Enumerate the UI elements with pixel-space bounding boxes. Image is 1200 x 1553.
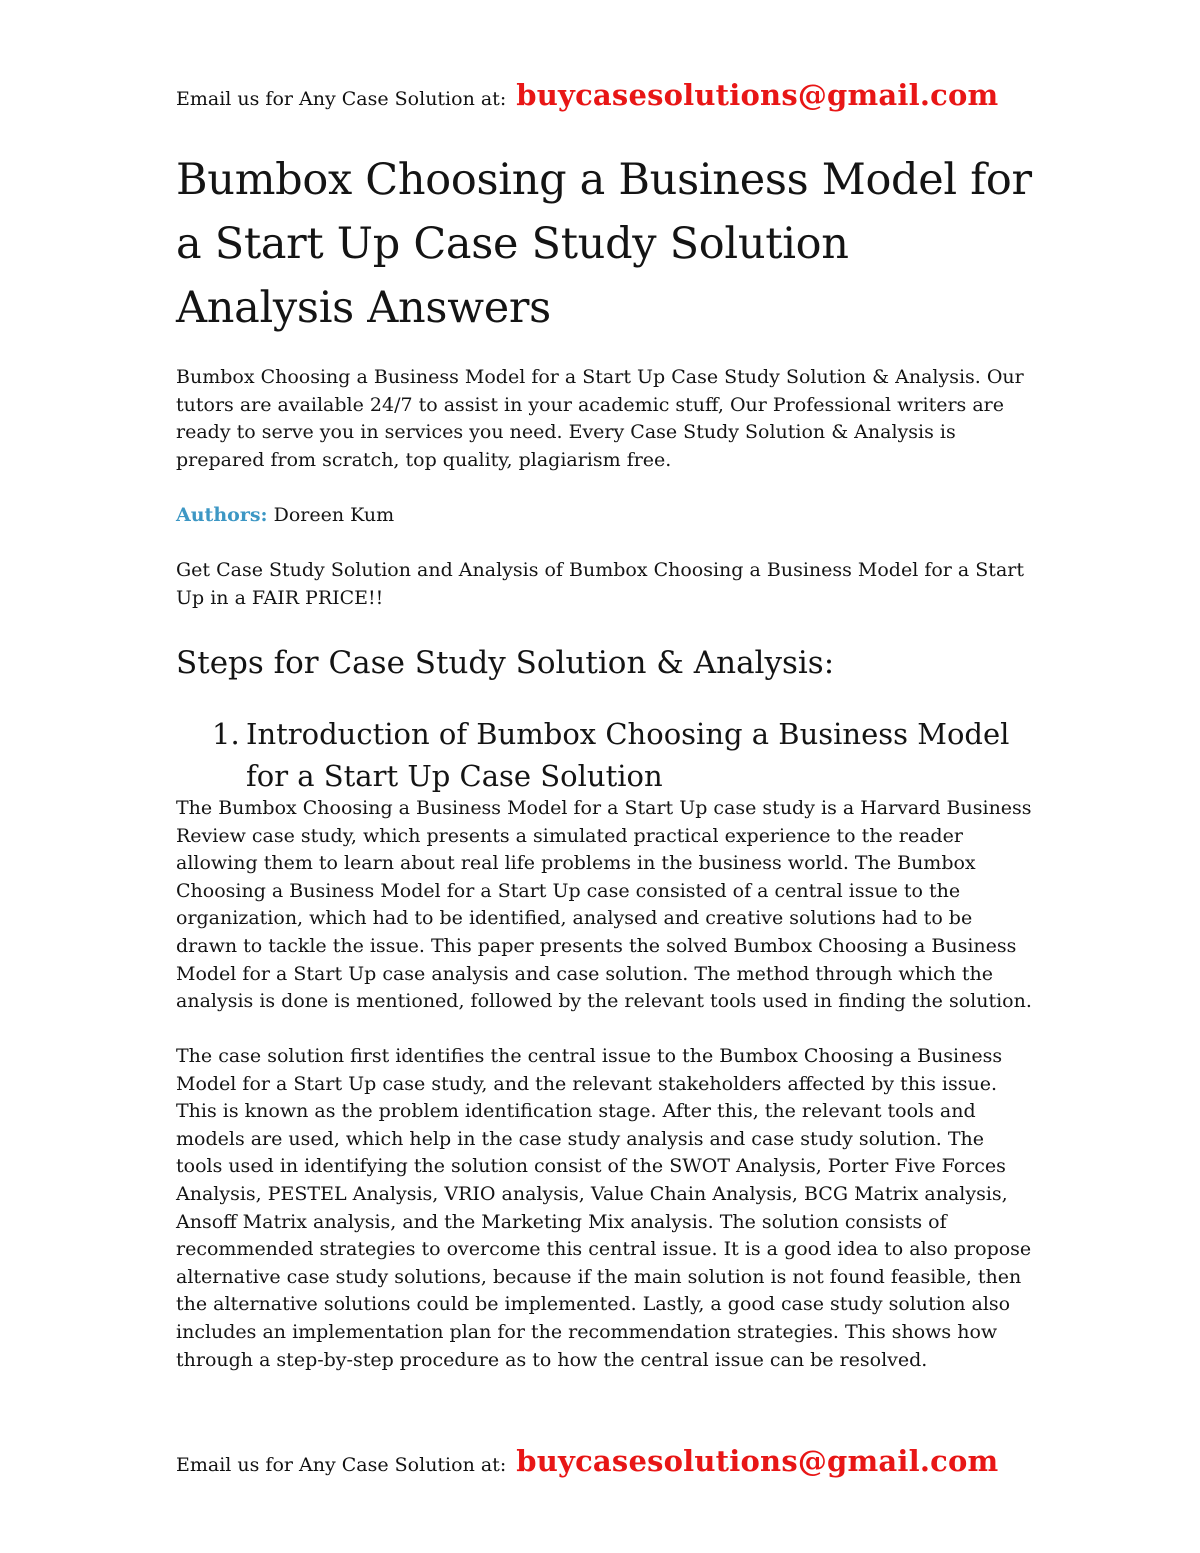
step-number: 1. [212, 717, 240, 751]
email-banner-label: Email us for Any Case Solution at: [176, 1454, 507, 1476]
email-address-link[interactable]: buycasesolutions@gmail.com [516, 1444, 999, 1478]
step-title: Introduction of Bumbox Choosing a Business Model for a Start Up Case Solution [246, 717, 1010, 793]
email-banner-label: Email us for Any Case Solution at: [176, 88, 507, 110]
steps-heading: Steps for Case Study Solution & Analysis: [176, 645, 835, 681]
email-banner-top [176, 78, 998, 112]
body-paragraph: The Bumbox Choosing a Business Model for a Start Up case study is a Harvard Business Review case study, which presents a simulated practical experience to the reader allowing them to learn about real life problems in the business world. The Bumbox Choosing a Business Model for a Start Up case consisted of a central issue to the organization, which had to be identified, analysed and creative solutions had to be drawn to tackle the issue. This paper presents the solved Bumbox Choosing a Business Model for a Start Up case analysis and case solution. The method through which the analysis is done is mentioned, followed by the relevant tools used in finding the solution. [176, 797, 1032, 1013]
body-paragraph: The case solution first identifies the central issue to the Bumbox Choosing a Business Model for a Start Up case study, and the relevant stakeholders affected by this issue. This is known as the problem identification stage. After this, the relevant tools and models are used, which help in the case study analysis and case study solution. The tools used in identifying the solution consist of the SWOT Analysis, Porter Five Forces Analysis, PESTEL Analysis, VRIO analysis, Value Chain Analysis, BCG Matrix analysis, Ansoff Matrix analysis, and the Marketing Mix analysis. The solution consists of recommended strategies to overcome this central issue. It is a good idea to also propose alternative case study solutions, because if the main solution is not found feasible, then the alternative solutions could be implemented. Lastly, a good case study solution also includes an implementation plan for the recommendation strategies. This shows how through a step-by-step procedure as to how the central issue can be resolved. [176, 1045, 1032, 1371]
document-title: Bumbox Choosing a Business Model for a Start Up Case Study Solution Analysis Answers [176, 155, 1032, 333]
authors-label: Authors: [176, 504, 268, 526]
intro-paragraph: Bumbox Choosing a Business Model for a Start Up Case Study Solution & Analysis. Our tutors are available 24/7 to assist in your academic stuff, Our Professional writers are ready to serve you in services you need. Every Case Study Solution & Analysis is prepared from scratch, top quality, plagiarism free. [176, 366, 1024, 471]
email-address-link[interactable]: buycasesolutions@gmail.com [516, 78, 999, 112]
email-banner-bottom [176, 1444, 998, 1478]
get-solution-paragraph: Get Case Study Solution and Analysis of Bumbox Choosing a Business Model for a Start Up in a FAIR PRICE!! [176, 559, 1024, 609]
step-item [212, 713, 1042, 797]
authors-name: Doreen Kum [273, 504, 395, 526]
authors-line [176, 502, 1036, 530]
